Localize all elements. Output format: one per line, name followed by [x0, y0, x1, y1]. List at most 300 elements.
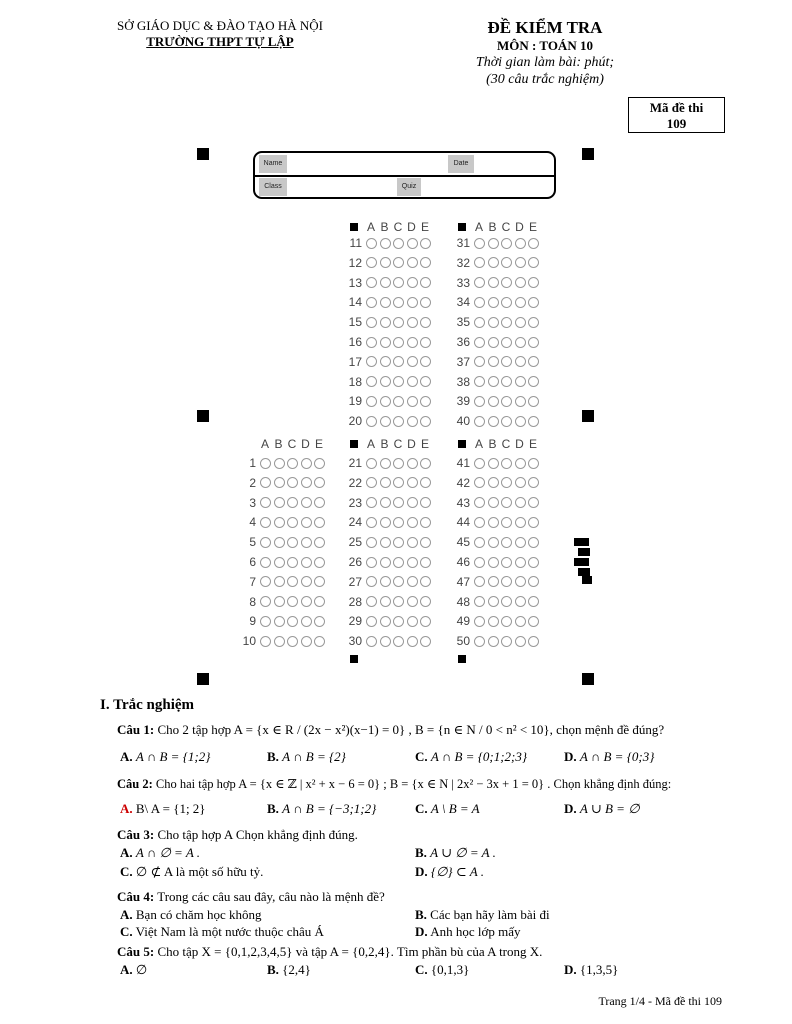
answer-bubble-27-e[interactable] — [420, 576, 431, 587]
answer-bubble-28-a[interactable] — [366, 596, 377, 607]
question-3-option-b[interactable]: B. A ∪ ∅ = A . — [415, 845, 496, 860]
answer-bubble-25-a[interactable] — [366, 537, 377, 548]
answer-bubble-20-a[interactable] — [366, 416, 377, 427]
question-5-option-d[interactable]: D. {1,3,5} — [564, 962, 619, 977]
answer-bubble-30-b[interactable] — [380, 636, 391, 647]
answer-bubble-49-a[interactable] — [474, 616, 485, 627]
answer-bubble-27-a[interactable] — [366, 576, 377, 587]
answer-bubble-21-d[interactable] — [407, 458, 418, 469]
answer-bubble-13-e[interactable] — [420, 277, 431, 288]
question-5-option-a[interactable]: A. ∅ — [120, 962, 148, 977]
answer-bubble-17-a[interactable] — [366, 356, 377, 367]
answer-bubble-24-a[interactable] — [366, 517, 377, 528]
answer-bubble-22-d[interactable] — [407, 477, 418, 488]
answer-bubble-47-a[interactable] — [474, 576, 485, 587]
class-field[interactable] — [289, 178, 395, 196]
answer-bubble-33-c[interactable] — [501, 277, 512, 288]
answer-bubble-3-e[interactable] — [314, 497, 325, 508]
answer-bubble-10-a[interactable] — [260, 636, 271, 647]
answer-bubble-37-d[interactable] — [515, 356, 526, 367]
answer-bubble-43-a[interactable] — [474, 497, 485, 508]
answer-bubble-46-b[interactable] — [488, 557, 499, 568]
answer-bubble-45-d[interactable] — [515, 537, 526, 548]
answer-bubble-44-a[interactable] — [474, 517, 485, 528]
question-number: 37 — [456, 354, 470, 369]
answer-bubble-29-e[interactable] — [420, 616, 431, 627]
answer-bubble-40-e[interactable] — [528, 416, 539, 427]
answer-bubble-9-c[interactable] — [287, 616, 298, 627]
answer-bubble-2-e[interactable] — [314, 477, 325, 488]
question-2-option-d[interactable]: D. A ∪ B = ∅ — [564, 801, 640, 816]
answer-bubble-25-b[interactable] — [380, 537, 391, 548]
answer-bubble-47-e[interactable] — [528, 576, 539, 587]
answer-bubble-5-a[interactable] — [260, 537, 271, 548]
answer-bubble-40-d[interactable] — [515, 416, 526, 427]
answer-bubble-7-c[interactable] — [287, 576, 298, 587]
answer-bubble-11-b[interactable] — [380, 238, 391, 249]
answer-bubble-43-b[interactable] — [488, 497, 499, 508]
column-header-marker — [458, 440, 466, 448]
answer-bubble-47-d[interactable] — [515, 576, 526, 587]
choice-letter-c: C — [501, 220, 511, 234]
answer-bubble-35-d[interactable] — [515, 317, 526, 328]
answer-bubble-19-a[interactable] — [366, 396, 377, 407]
answer-bubble-42-b[interactable] — [488, 477, 499, 488]
answer-bubble-39-d[interactable] — [515, 396, 526, 407]
answer-bubble-43-c[interactable] — [501, 497, 512, 508]
answer-bubble-9-d[interactable] — [301, 616, 312, 627]
answer-bubble-43-d[interactable] — [515, 497, 526, 508]
answer-bubble-16-d[interactable] — [407, 337, 418, 348]
answer-bubble-6-a[interactable] — [260, 557, 271, 568]
answer-bubble-44-d[interactable] — [515, 517, 526, 528]
answer-bubble-9-e[interactable] — [314, 616, 325, 627]
answer-bubble-23-a[interactable] — [366, 497, 377, 508]
answer-bubble-20-d[interactable] — [407, 416, 418, 427]
timing-mark — [582, 576, 592, 584]
answer-bubble-1-b[interactable] — [274, 458, 285, 469]
answer-bubble-38-e[interactable] — [528, 376, 539, 387]
answer-bubble-10-d[interactable] — [301, 636, 312, 647]
question-2-option-c[interactable]: C. A \ B = A — [415, 801, 480, 816]
answer-bubble-15-e[interactable] — [420, 317, 431, 328]
answer-bubble-41-d[interactable] — [515, 458, 526, 469]
answer-bubble-37-b[interactable] — [488, 356, 499, 367]
answer-bubble-36-a[interactable] — [474, 337, 485, 348]
answer-bubble-36-e[interactable] — [528, 337, 539, 348]
answer-bubble-24-e[interactable] — [420, 517, 431, 528]
answer-bubble-13-a[interactable] — [366, 277, 377, 288]
answer-bubble-48-d[interactable] — [515, 596, 526, 607]
answer-bubble-13-b[interactable] — [380, 277, 391, 288]
answer-bubble-34-d[interactable] — [515, 297, 526, 308]
answer-bubble-31-b[interactable] — [488, 238, 499, 249]
choice-letter-e: E — [528, 437, 537, 451]
info-row-class-quiz — [255, 176, 554, 198]
answer-bubble-26-a[interactable] — [366, 557, 377, 568]
answer-bubble-30-e[interactable] — [420, 636, 431, 647]
answer-bubble-14-e[interactable] — [420, 297, 431, 308]
answer-bubble-48-a[interactable] — [474, 596, 485, 607]
answer-bubble-39-a[interactable] — [474, 396, 485, 407]
answer-bubble-35-e[interactable] — [528, 317, 539, 328]
answer-bubble-18-e[interactable] — [420, 376, 431, 387]
answer-bubble-14-a[interactable] — [366, 297, 377, 308]
answer-bubble-12-a[interactable] — [366, 257, 377, 268]
answer-bubble-20-b[interactable] — [380, 416, 391, 427]
answer-bubble-42-c[interactable] — [501, 477, 512, 488]
answer-bubble-44-b[interactable] — [488, 517, 499, 528]
answer-bubble-41-b[interactable] — [488, 458, 499, 469]
answer-bubble-5-e[interactable] — [314, 537, 325, 548]
question-5-option-b[interactable]: B. {2,4} — [267, 962, 311, 977]
answer-bubble-11-c[interactable] — [393, 238, 404, 249]
answer-bubble-36-c[interactable] — [501, 337, 512, 348]
answer-bubble-12-c[interactable] — [393, 257, 404, 268]
answer-bubble-43-e[interactable] — [528, 497, 539, 508]
school-name: TRƯỜNG THPT TỰ LẬP — [146, 34, 294, 49]
answer-bubble-5-d[interactable] — [301, 537, 312, 548]
question-3-option-c[interactable]: C. ∅ ⊄ A là một số hữu tỷ. — [120, 864, 264, 879]
answer-bubble-32-e[interactable] — [528, 257, 539, 268]
question-number: 17 — [348, 354, 362, 369]
answer-bubble-3-a[interactable] — [260, 497, 271, 508]
answer-bubble-38-a[interactable] — [474, 376, 485, 387]
answer-bubble-2-a[interactable] — [260, 477, 271, 488]
answer-bubble-18-b[interactable] — [380, 376, 391, 387]
answer-bubble-30-c[interactable] — [393, 636, 404, 647]
question-2-option-a[interactable]: A. B\ A = {1; 2} — [120, 801, 206, 816]
answer-bubble-22-c[interactable] — [393, 477, 404, 488]
choice-letter-b: B — [380, 220, 389, 234]
answer-bubble-25-c[interactable] — [393, 537, 404, 548]
answer-bubble-39-e[interactable] — [528, 396, 539, 407]
answer-bubble-9-b[interactable] — [274, 616, 285, 627]
answer-bubble-49-b[interactable] — [488, 616, 499, 627]
answer-bubble-2-b[interactable] — [274, 477, 285, 488]
answer-bubble-7-d[interactable] — [301, 576, 312, 587]
exam-code-box — [628, 97, 725, 133]
answer-bubble-40-c[interactable] — [501, 416, 512, 427]
answer-bubble-1-c[interactable] — [287, 458, 298, 469]
answer-bubble-48-c[interactable] — [501, 596, 512, 607]
name-field[interactable] — [289, 155, 445, 173]
answer-bubble-37-c[interactable] — [501, 356, 512, 367]
answer-bubble-33-d[interactable] — [515, 277, 526, 288]
answer-bubble-24-c[interactable] — [393, 517, 404, 528]
answer-bubble-26-c[interactable] — [393, 557, 404, 568]
answer-bubble-37-e[interactable] — [528, 356, 539, 367]
answer-bubble-18-c[interactable] — [393, 376, 404, 387]
answer-bubble-31-a[interactable] — [474, 238, 485, 249]
question-number: 1 — [249, 456, 256, 470]
answer-bubble-1-e[interactable] — [314, 458, 325, 469]
question-1-option-c[interactable]: C. A ∩ B = {0;1;2;3} — [415, 749, 528, 764]
answer-bubble-3-b[interactable] — [274, 497, 285, 508]
choice-letter-d: D — [301, 437, 310, 451]
question-3-option-a[interactable]: A. A ∩ ∅ = A . — [120, 845, 201, 860]
answer-bubble-4-a[interactable] — [260, 517, 271, 528]
answer-bubble-4-c[interactable] — [287, 517, 298, 528]
answer-bubble-31-e[interactable] — [528, 238, 539, 249]
answer-bubble-40-a[interactable] — [474, 416, 485, 427]
answer-bubble-12-d[interactable] — [407, 257, 418, 268]
question-2-option-b[interactable]: B. A ∩ B = {−3;1;2} — [267, 801, 377, 816]
answer-bubble-22-e[interactable] — [420, 477, 431, 488]
answer-bubble-17-c[interactable] — [393, 356, 404, 367]
answer-bubble-21-a[interactable] — [366, 458, 377, 469]
question-4-option-c[interactable]: C. Việt Nam là một nước thuộc châu Á — [120, 924, 324, 939]
answer-bubble-32-b[interactable] — [488, 257, 499, 268]
answer-bubble-6-b[interactable] — [274, 557, 285, 568]
answer-bubble-18-d[interactable] — [407, 376, 418, 387]
answer-bubble-19-b[interactable] — [380, 396, 391, 407]
answer-bubble-24-b[interactable] — [380, 517, 391, 528]
answer-bubble-31-d[interactable] — [515, 238, 526, 249]
answer-bubble-14-d[interactable] — [407, 297, 418, 308]
answer-bubble-44-e[interactable] — [528, 517, 539, 528]
answer-bubble-26-b[interactable] — [380, 557, 391, 568]
answer-bubble-20-e[interactable] — [420, 416, 431, 427]
answer-bubble-50-b[interactable] — [488, 636, 499, 647]
answer-bubble-6-e[interactable] — [314, 557, 325, 568]
answer-bubble-12-e[interactable] — [420, 257, 431, 268]
answer-bubble-47-c[interactable] — [501, 576, 512, 587]
answer-bubble-49-d[interactable] — [515, 616, 526, 627]
answer-bubble-49-c[interactable] — [501, 616, 512, 627]
answer-bubble-29-c[interactable] — [393, 616, 404, 627]
answer-bubble-8-e[interactable] — [314, 596, 325, 607]
answer-bubble-11-e[interactable] — [420, 238, 431, 249]
answer-bubble-27-c[interactable] — [393, 576, 404, 587]
answer-bubble-46-a[interactable] — [474, 557, 485, 568]
question-3-option-d[interactable]: D. {∅} ⊂ A . — [415, 864, 484, 879]
answer-bubble-21-c[interactable] — [393, 458, 404, 469]
answer-bubble-14-c[interactable] — [393, 297, 404, 308]
answer-bubble-39-b[interactable] — [488, 396, 499, 407]
question-1-option-b[interactable]: B. A ∩ B = {2} — [267, 749, 346, 764]
answer-bubble-41-e[interactable] — [528, 458, 539, 469]
answer-bubble-29-d[interactable] — [407, 616, 418, 627]
answer-bubble-1-d[interactable] — [301, 458, 312, 469]
answer-bubble-16-a[interactable] — [366, 337, 377, 348]
answer-bubble-50-c[interactable] — [501, 636, 512, 647]
answer-bubble-8-d[interactable] — [301, 596, 312, 607]
answer-bubble-22-b[interactable] — [380, 477, 391, 488]
answer-bubble-1-a[interactable] — [260, 458, 271, 469]
answer-bubble-18-a[interactable] — [366, 376, 377, 387]
answer-bubble-10-e[interactable] — [314, 636, 325, 647]
question-text: Cho hai tập hợp A = {x ∈ ℤ | x² + x − 6 = 0} ; B = {x ∈ N | 2x² − 3x + 1 = 0} . Chọn khẳng định đúng: — [155, 777, 672, 791]
question-text: Cho tập hợp A Chọn khẳng định đúng. — [157, 827, 358, 842]
answer-bubble-19-e[interactable] — [420, 396, 431, 407]
answer-bubble-30-a[interactable] — [366, 636, 377, 647]
answer-bubble-46-c[interactable] — [501, 557, 512, 568]
exam-title: ĐỀ KIỂM TRA — [487, 18, 603, 37]
answer-bubble-32-a[interactable] — [474, 257, 485, 268]
answer-bubble-7-a[interactable] — [260, 576, 271, 587]
question-1 — [117, 722, 664, 738]
answer-bubble-38-d[interactable] — [515, 376, 526, 387]
choice-letter-a: A — [474, 220, 483, 234]
question-4-option-a[interactable]: A. Bạn có chăm học không — [120, 907, 262, 922]
question-number: 30 — [348, 634, 362, 649]
answer-bubble-3-d[interactable] — [301, 497, 312, 508]
answer-bubble-21-e[interactable] — [420, 458, 431, 469]
answer-bubble-41-a[interactable] — [474, 458, 485, 469]
answer-bubble-23-e[interactable] — [420, 497, 431, 508]
answer-bubble-50-a[interactable] — [474, 636, 485, 647]
answer-bubble-41-c[interactable] — [501, 458, 512, 469]
answer-bubble-10-b[interactable] — [274, 636, 285, 647]
answer-bubble-38-b[interactable] — [488, 376, 499, 387]
answer-bubble-6-d[interactable] — [301, 557, 312, 568]
answer-bubble-23-c[interactable] — [393, 497, 404, 508]
answer-bubble-23-d[interactable] — [407, 497, 418, 508]
answer-bubble-27-b[interactable] — [380, 576, 391, 587]
answer-bubble-45-b[interactable] — [488, 537, 499, 548]
answer-bubble-24-d[interactable] — [407, 517, 418, 528]
answer-bubble-20-c[interactable] — [393, 416, 404, 427]
answer-bubble-42-a[interactable] — [474, 477, 485, 488]
answer-bubble-26-e[interactable] — [420, 557, 431, 568]
answer-bubble-48-b[interactable] — [488, 596, 499, 607]
answer-bubble-17-b[interactable] — [380, 356, 391, 367]
answer-bubble-3-c[interactable] — [287, 497, 298, 508]
answer-bubble-33-a[interactable] — [474, 277, 485, 288]
answer-bubble-49-e[interactable] — [528, 616, 539, 627]
answer-bubble-28-c[interactable] — [393, 596, 404, 607]
answer-bubble-7-b[interactable] — [274, 576, 285, 587]
answer-bubble-40-b[interactable] — [488, 416, 499, 427]
answer-bubble-42-d[interactable] — [515, 477, 526, 488]
answer-bubble-8-a[interactable] — [260, 596, 271, 607]
answer-bubble-34-e[interactable] — [528, 297, 539, 308]
answer-bubble-30-d[interactable] — [407, 636, 418, 647]
answer-bubble-5-b[interactable] — [274, 537, 285, 548]
answer-bubble-16-e[interactable] — [420, 337, 431, 348]
answer-bubble-36-b[interactable] — [488, 337, 499, 348]
answer-bubble-4-b[interactable] — [274, 517, 285, 528]
answer-bubble-45-e[interactable] — [528, 537, 539, 548]
student-info-box — [253, 151, 556, 199]
answer-bubble-25-e[interactable] — [420, 537, 431, 548]
answer-bubble-17-e[interactable] — [420, 356, 431, 367]
quiz-field[interactable] — [423, 178, 551, 196]
answer-bubble-45-c[interactable] — [501, 537, 512, 548]
answer-bubble-8-c[interactable] — [287, 596, 298, 607]
choice-letter-b: B — [488, 220, 497, 234]
answer-bubble-32-d[interactable] — [515, 257, 526, 268]
answer-bubble-21-b[interactable] — [380, 458, 391, 469]
answer-bubble-13-c[interactable] — [393, 277, 404, 288]
answer-bubble-31-c[interactable] — [501, 238, 512, 249]
answer-bubble-35-a[interactable] — [474, 317, 485, 328]
answer-bubble-4-d[interactable] — [301, 517, 312, 528]
date-field[interactable] — [476, 155, 552, 173]
answer-bubble-14-b[interactable] — [380, 297, 391, 308]
question-4-option-d[interactable]: D. Anh học lớp mấy — [415, 924, 521, 939]
answer-bubble-15-c[interactable] — [393, 317, 404, 328]
answer-bubble-22-a[interactable] — [366, 477, 377, 488]
answer-bubble-50-d[interactable] — [515, 636, 526, 647]
question-number: 10 — [242, 634, 256, 649]
answer-bubble-44-c[interactable] — [501, 517, 512, 528]
answer-bubble-19-c[interactable] — [393, 396, 404, 407]
answer-bubble-12-b[interactable] — [380, 257, 391, 268]
answer-bubble-7-e[interactable] — [314, 576, 325, 587]
answer-bubble-17-d[interactable] — [407, 356, 418, 367]
question-label: Câu 3: — [117, 827, 155, 842]
answer-bubble-34-c[interactable] — [501, 297, 512, 308]
answer-bubble-27-d[interactable] — [407, 576, 418, 587]
answer-bubble-11-d[interactable] — [407, 238, 418, 249]
answer-bubble-11-a[interactable] — [366, 238, 377, 249]
answer-bubble-8-b[interactable] — [274, 596, 285, 607]
answer-bubble-29-b[interactable] — [380, 616, 391, 627]
answer-bubble-2-c[interactable] — [287, 477, 298, 488]
answer-bubble-15-a[interactable] — [366, 317, 377, 328]
answer-bubble-25-d[interactable] — [407, 537, 418, 548]
answer-bubble-15-b[interactable] — [380, 317, 391, 328]
answer-bubble-34-b[interactable] — [488, 297, 499, 308]
answer-bubble-26-d[interactable] — [407, 557, 418, 568]
answer-bubble-46-d[interactable] — [515, 557, 526, 568]
question-number: 47 — [456, 574, 470, 589]
answer-bubble-32-c[interactable] — [501, 257, 512, 268]
answer-bubble-48-e[interactable] — [528, 596, 539, 607]
answer-bubble-28-e[interactable] — [420, 596, 431, 607]
answer-bubble-38-c[interactable] — [501, 376, 512, 387]
answer-bubble-35-c[interactable] — [501, 317, 512, 328]
answer-bubble-9-a[interactable] — [260, 616, 271, 627]
answer-bubble-4-e[interactable] — [314, 517, 325, 528]
question-1-option-d[interactable]: D. A ∩ B = {0;3} — [564, 749, 655, 764]
answer-bubble-2-d[interactable] — [301, 477, 312, 488]
answer-bubble-5-c[interactable] — [287, 537, 298, 548]
answer-bubble-39-c[interactable] — [501, 396, 512, 407]
choice-letter-c: C — [393, 220, 403, 234]
answer-bubble-35-b[interactable] — [488, 317, 499, 328]
question-1-option-a[interactable]: A. A ∩ B = {1;2} — [120, 749, 211, 764]
answer-bubble-50-e[interactable] — [528, 636, 539, 647]
answer-bubble-23-b[interactable] — [380, 497, 391, 508]
answer-bubble-10-c[interactable] — [287, 636, 298, 647]
answer-bubble-33-e[interactable] — [528, 277, 539, 288]
answer-bubble-29-a[interactable] — [366, 616, 377, 627]
answer-bubble-42-e[interactable] — [528, 477, 539, 488]
answer-bubble-45-a[interactable] — [474, 537, 485, 548]
answer-bubble-19-d[interactable] — [407, 396, 418, 407]
answer-bubble-34-a[interactable] — [474, 297, 485, 308]
answer-bubble-16-b[interactable] — [380, 337, 391, 348]
question-5-option-c[interactable]: C. {0,1,3} — [415, 962, 470, 977]
question-4-option-b[interactable]: B. Các bạn hãy làm bài đi — [415, 907, 550, 922]
answer-bubble-47-b[interactable] — [488, 576, 499, 587]
answer-bubble-36-d[interactable] — [515, 337, 526, 348]
answer-bubble-28-d[interactable] — [407, 596, 418, 607]
answer-bubble-6-c[interactable] — [287, 557, 298, 568]
column-header-marker — [458, 223, 466, 231]
answer-bubble-33-b[interactable] — [488, 277, 499, 288]
answer-bubble-28-b[interactable] — [380, 596, 391, 607]
answer-bubble-13-d[interactable] — [407, 277, 418, 288]
question-number: 9 — [249, 614, 256, 629]
answer-bubble-46-e[interactable] — [528, 557, 539, 568]
answer-bubble-15-d[interactable] — [407, 317, 418, 328]
answer-bubble-16-c[interactable] — [393, 337, 404, 348]
answer-bubble-37-a[interactable] — [474, 356, 485, 367]
